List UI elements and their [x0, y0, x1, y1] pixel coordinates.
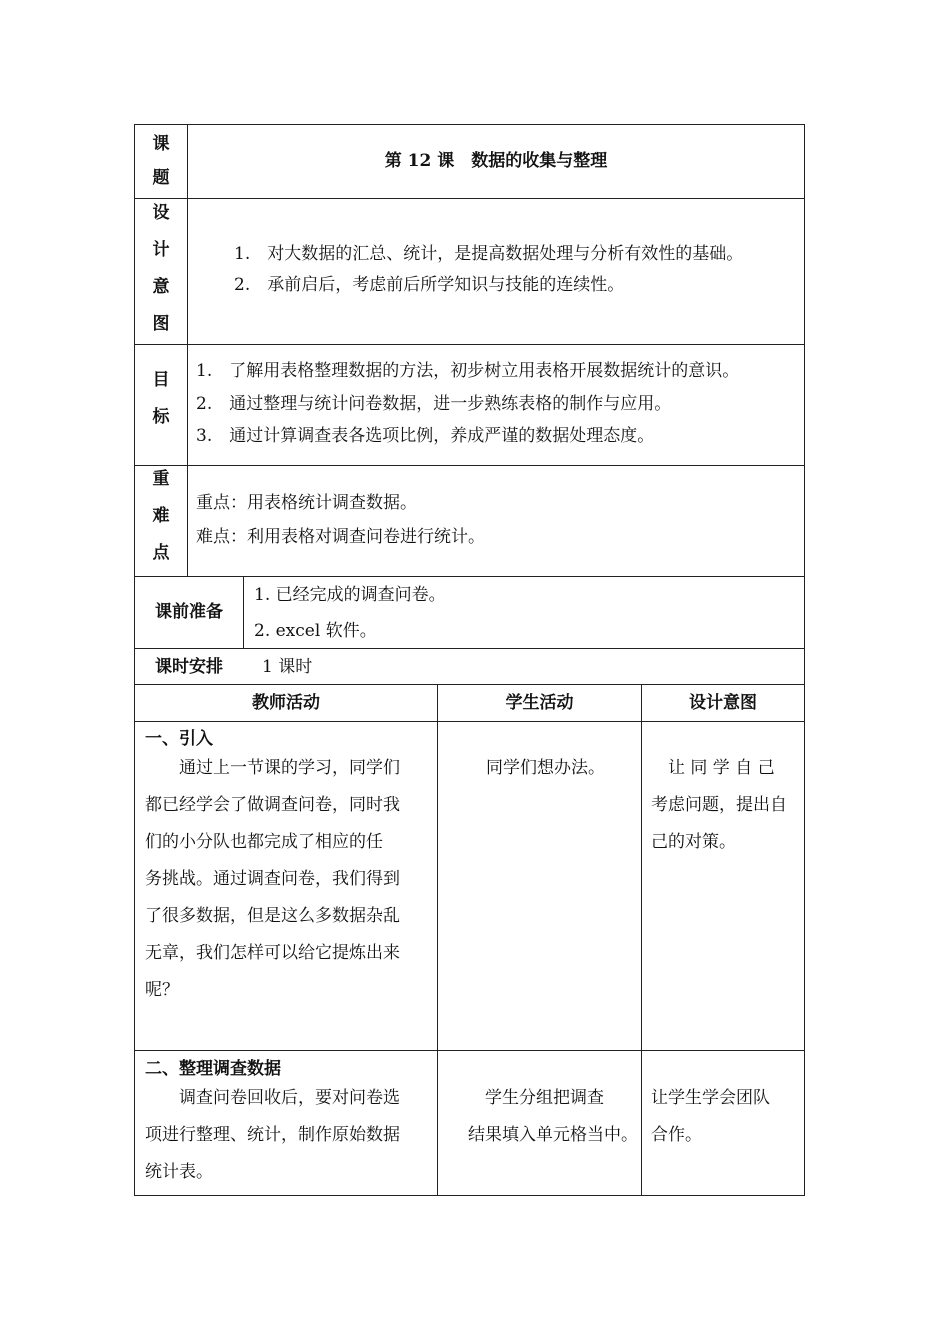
goal-item: 2. 通过整理与统计问卷数据，进一步熟练表格的制作与应用。: [196, 394, 672, 414]
row-line: [134, 344, 805, 345]
table-border-right: [804, 124, 805, 1196]
goals-label: 目 标: [152, 370, 170, 427]
key-point-item: 难点：利用表格对调查问卷进行统计。: [196, 527, 485, 547]
key-points-label: 重 难 点: [152, 469, 170, 563]
design-intent-header: 设计意图: [689, 693, 757, 713]
design-intent-item: 1. 对大数据的汇总、统计，是提高数据处理与分析有效性的基础。: [234, 244, 744, 264]
schedule-value: 1 课时: [262, 657, 313, 677]
goal-item: 3. 通过计算调查表各选项比例，养成严谨的数据处理态度。: [196, 426, 655, 446]
row-line: [134, 124, 805, 125]
preparation-label: 课前准备: [155, 602, 223, 622]
schedule-label: 课时安排: [155, 657, 223, 677]
row-line: [134, 198, 805, 199]
row-line: [134, 721, 805, 722]
section-title: 一、引入: [145, 729, 213, 749]
label-column-divider: [187, 124, 188, 576]
design-intent-label: 设 计 意 图: [152, 203, 170, 334]
row-line: [134, 684, 805, 685]
goal-item: 1. 了解用表格整理数据的方法，初步树立用表格开展数据统计的意识。: [196, 361, 740, 381]
teacher-activity-text: 通过上一节课的学习，同学们 都已经学会了做调查问卷，同时我 们的小分队也都完成了相应的任 务挑战。通过调查问卷，我们得到 了很多数据，但是这么多数据杂乱 无章，我们怎样可以给它提炼出来 呢？: [145, 758, 400, 1000]
student-activity-header: 学生活动: [505, 693, 574, 713]
design-intent-text: 让 同 学 自 己 考虑问题，提出自 己的对策。: [651, 758, 787, 852]
design-intent-text: 让学生学会团队 合作。: [651, 1088, 770, 1145]
preparation-item: 2. excel 软件。: [254, 621, 377, 641]
topic-label: 课 题: [152, 134, 170, 188]
student-intent-divider: [641, 684, 642, 1196]
row-line: [134, 648, 805, 649]
teacher-student-divider: [437, 684, 438, 1196]
design-intent-item: 2. 承前启后，考虑前后所学知识与技能的连续性。: [234, 275, 625, 295]
lesson-title: 第 12 课 数据的收集与整理: [384, 151, 608, 171]
row-line: [134, 1195, 805, 1196]
prep-column-divider: [243, 576, 244, 648]
teacher-activity-header: 教师活动: [252, 693, 320, 713]
row-line: [134, 465, 805, 466]
student-activity-text: 学生分组把调查 结果填入单元格当中。: [468, 1088, 638, 1145]
student-activity-text: 同学们想办法。: [486, 758, 605, 778]
row-line: [134, 576, 805, 577]
key-point-item: 重点：用表格统计调查数据。: [196, 493, 417, 513]
section-title: 二、整理调查数据: [145, 1059, 281, 1079]
preparation-item: 1. 已经完成的调查问卷。: [254, 585, 446, 605]
row-line: [134, 1050, 805, 1051]
teacher-activity-text: 调查问卷回收后，要对问卷选 项进行整理、统计，制作原始数据 统计表。: [145, 1088, 400, 1182]
